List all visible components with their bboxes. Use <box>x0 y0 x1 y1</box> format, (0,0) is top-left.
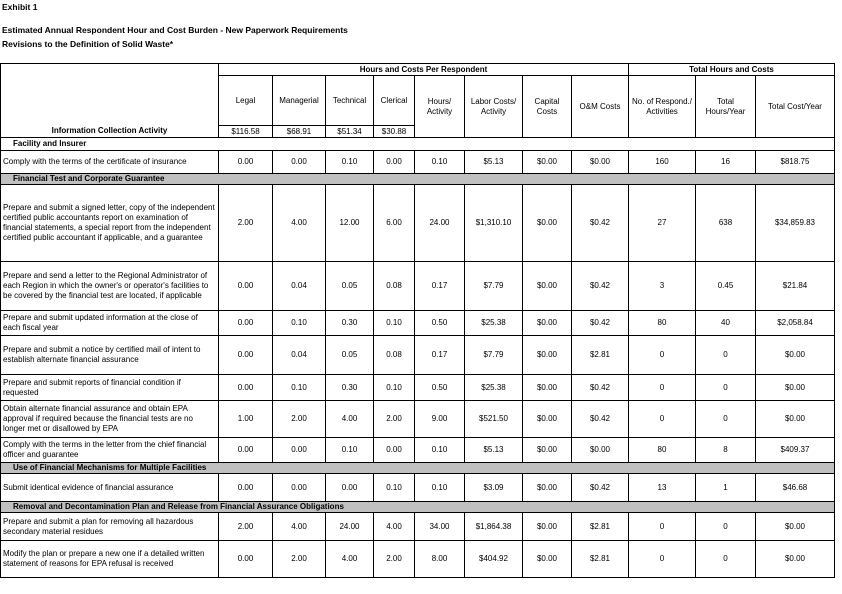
table-row <box>1 438 835 463</box>
section-row <box>1 502 835 513</box>
cell-total-cost: $2,058.84 <box>756 311 835 336</box>
table-row <box>1 262 835 311</box>
cell-om: $0.42 <box>572 474 629 502</box>
cell-technical: 0.30 <box>326 375 374 401</box>
cell-total-cost: $818.75 <box>756 151 835 174</box>
section-title: Facility and Insurer <box>1 138 835 151</box>
cell-activity: Submit identical evidence of financial assurance <box>1 474 219 502</box>
cell-activity: Comply with the terms in the letter from the chief financial officer and guarantee <box>1 438 219 463</box>
cell-technical: 0.00 <box>326 474 374 502</box>
cell-capital: $0.00 <box>523 401 572 438</box>
cell-total-cost: $0.00 <box>756 513 835 541</box>
cell-legal: 0.00 <box>219 541 273 578</box>
cell-respond: 160 <box>629 151 696 174</box>
cell-clerical: 0.08 <box>374 336 415 375</box>
cell-respond: 13 <box>629 474 696 502</box>
table-row <box>1 151 835 174</box>
cell-om: $0.00 <box>572 151 629 174</box>
cell-hours: 9.00 <box>415 401 465 438</box>
cell-activity: Prepare and submit a plan for removing all hazardous secondary material residues <box>1 513 219 541</box>
cell-technical: 4.00 <box>326 401 374 438</box>
cell-managerial: 4.00 <box>273 513 326 541</box>
cell-technical: 12.00 <box>326 185 374 262</box>
cell-legal: 0.00 <box>219 375 273 401</box>
cell-managerial: 0.00 <box>273 474 326 502</box>
cell-activity: Prepare and submit updated information at the close of each fiscal year <box>1 311 219 336</box>
cell-managerial: 2.00 <box>273 401 326 438</box>
cell-managerial: 4.00 <box>273 185 326 262</box>
cell-activity: Prepare and send a letter to the Regional Administrator of each Region in which the owner's or operator's facilities to be covered by the financial test are located, if applicable <box>1 262 219 311</box>
group-header-total: Total Hours and Costs <box>629 64 835 76</box>
table-row <box>1 375 835 401</box>
cell-respond: 0 <box>629 513 696 541</box>
cell-total-cost: $34,859.83 <box>756 185 835 262</box>
cell-total-cost: $0.00 <box>756 336 835 375</box>
cell-managerial: 0.10 <box>273 375 326 401</box>
cell-clerical: 2.00 <box>374 541 415 578</box>
cell-clerical: 2.00 <box>374 401 415 438</box>
cell-technical: 0.10 <box>326 151 374 174</box>
cell-total-hours: 0 <box>696 513 756 541</box>
section-title: Financial Test and Corporate Guarantee <box>1 174 835 185</box>
cell-technical: 4.00 <box>326 541 374 578</box>
cell-total-hours: 638 <box>696 185 756 262</box>
cell-hours: 0.10 <box>415 151 465 174</box>
cell-legal: 1.00 <box>219 401 273 438</box>
cell-capital: $0.00 <box>523 151 572 174</box>
cell-om: $2.81 <box>572 513 629 541</box>
cell-capital: $0.00 <box>523 336 572 375</box>
section-title: Use of Financial Mechanisms for Multiple Facilities <box>1 463 835 474</box>
cell-respond: 80 <box>629 311 696 336</box>
cell-om: $0.42 <box>572 401 629 438</box>
cell-activity: Comply with the terms of the certificate of insurance <box>1 151 219 174</box>
cell-hours: 0.10 <box>415 474 465 502</box>
cell-hours: 8.00 <box>415 541 465 578</box>
cell-om: $0.42 <box>572 262 629 311</box>
cell-legal: 0.00 <box>219 336 273 375</box>
col-om: O&M Costs <box>572 76 629 138</box>
cell-activity: Modify the plan or prepare a new one if a detailed written statement of reasons for EPA refusal is received <box>1 541 219 578</box>
cell-total-cost: $0.00 <box>756 375 835 401</box>
cell-labor: $1,310.10 <box>465 185 523 262</box>
cell-hours: 0.17 <box>415 262 465 311</box>
section-title: Removal and Decontamination Plan and Release from Financial Assurance Obligations <box>1 502 835 513</box>
rate-clerical: $30.88 <box>374 126 415 138</box>
cell-labor: $25.38 <box>465 375 523 401</box>
cell-respond: 0 <box>629 336 696 375</box>
rate-technical: $51.34 <box>326 126 374 138</box>
cell-managerial: 0.00 <box>273 438 326 463</box>
section-row <box>1 174 835 185</box>
cell-total-cost: $0.00 <box>756 401 835 438</box>
table-row <box>1 185 835 262</box>
cell-total-cost: $21.84 <box>756 262 835 311</box>
cell-labor: $3.09 <box>465 474 523 502</box>
col-total-hours: Total Hours/Year <box>696 76 756 138</box>
cell-legal: 0.00 <box>219 438 273 463</box>
cell-clerical: 0.08 <box>374 262 415 311</box>
cell-total-hours: 16 <box>696 151 756 174</box>
cell-hours: 0.50 <box>415 375 465 401</box>
cell-clerical: 0.10 <box>374 311 415 336</box>
group-header-row <box>1 64 835 76</box>
cell-respond: 0 <box>629 401 696 438</box>
rate-legal: $116.58 <box>219 126 273 138</box>
cell-hours: 0.10 <box>415 438 465 463</box>
cell-hours: 0.17 <box>415 336 465 375</box>
cell-activity: Prepare and submit reports of financial condition if requested <box>1 375 219 401</box>
table-row <box>1 474 835 502</box>
col-clerical: Clerical <box>374 76 415 126</box>
col-respond: No. of Respond./ Activities <box>629 76 696 138</box>
section-row <box>1 463 835 474</box>
cell-managerial: 2.00 <box>273 541 326 578</box>
cell-legal: 2.00 <box>219 513 273 541</box>
cell-technical: 0.05 <box>326 336 374 375</box>
cell-total-hours: 0 <box>696 336 756 375</box>
cell-respond: 0 <box>629 375 696 401</box>
cell-om: $0.42 <box>572 375 629 401</box>
table-row <box>1 311 835 336</box>
cell-legal: 0.00 <box>219 151 273 174</box>
cell-labor: $521.50 <box>465 401 523 438</box>
col-managerial: Managerial <box>273 76 326 126</box>
cell-managerial: 0.04 <box>273 336 326 375</box>
cell-labor: $7.79 <box>465 262 523 311</box>
cell-hours: 24.00 <box>415 185 465 262</box>
section-row <box>1 138 835 151</box>
col-hours: Hours/ Activity <box>415 76 465 138</box>
cell-total-hours: 1 <box>696 474 756 502</box>
cell-total-hours: 0 <box>696 401 756 438</box>
cell-total-hours: 0 <box>696 541 756 578</box>
cell-technical: 24.00 <box>326 513 374 541</box>
group-header-respondent: Hours and Costs Per Respondent <box>219 64 629 76</box>
cell-total-cost: $409.37 <box>756 438 835 463</box>
cell-om: $0.00 <box>572 438 629 463</box>
col-technical: Technical <box>326 76 374 126</box>
cell-capital: $0.00 <box>523 375 572 401</box>
cell-clerical: 4.00 <box>374 513 415 541</box>
col-capital: Capital Costs <box>523 76 572 138</box>
cell-total-hours: 0.45 <box>696 262 756 311</box>
cell-capital: $0.00 <box>523 541 572 578</box>
cell-capital: $0.00 <box>523 185 572 262</box>
burden-table <box>0 63 835 578</box>
cell-total-hours: 8 <box>696 438 756 463</box>
cell-om: $2.81 <box>572 336 629 375</box>
cell-labor: $404.92 <box>465 541 523 578</box>
cell-clerical: 0.10 <box>374 375 415 401</box>
cell-clerical: 0.00 <box>374 438 415 463</box>
cell-total-hours: 0 <box>696 375 756 401</box>
page-title: Estimated Annual Respondent Hour and Cost Burden - New Paperwork Requirements <box>2 25 348 35</box>
cell-om: $2.81 <box>572 541 629 578</box>
cell-total-cost: $46.68 <box>756 474 835 502</box>
cell-managerial: 0.10 <box>273 311 326 336</box>
cell-capital: $0.00 <box>523 311 572 336</box>
cell-activity: Prepare and submit a signed letter, copy of the independent certified public accountants report on examination of financial statements, a special report from the independent certified public accountant if applicable, and a guarantee <box>1 185 219 262</box>
rate-managerial: $68.91 <box>273 126 326 138</box>
cell-technical: 0.10 <box>326 438 374 463</box>
table-row <box>1 541 835 578</box>
cell-total-cost: $0.00 <box>756 541 835 578</box>
activity-header-blank <box>1 64 219 76</box>
cell-legal: 2.00 <box>219 185 273 262</box>
cell-technical: 0.30 <box>326 311 374 336</box>
page-subtitle: Revisions to the Definition of Solid Waste* <box>2 39 174 49</box>
cell-capital: $0.00 <box>523 438 572 463</box>
cell-om: $0.42 <box>572 185 629 262</box>
cell-labor: $5.13 <box>465 438 523 463</box>
cell-legal: 0.00 <box>219 474 273 502</box>
cell-legal: 0.00 <box>219 262 273 311</box>
cell-technical: 0.05 <box>326 262 374 311</box>
col-labor: Labor Costs/ Activity <box>465 76 523 138</box>
cell-respond: 80 <box>629 438 696 463</box>
cell-capital: $0.00 <box>523 474 572 502</box>
cell-activity: Obtain alternate financial assurance and obtain EPA approval if required because the financial tests are no longer met or disallowed by EPA <box>1 401 219 438</box>
cell-respond: 0 <box>629 541 696 578</box>
cell-total-hours: 40 <box>696 311 756 336</box>
cell-hours: 0.50 <box>415 311 465 336</box>
table-row <box>1 401 835 438</box>
cell-capital: $0.00 <box>523 262 572 311</box>
col-legal: Legal <box>219 76 273 126</box>
cell-managerial: 0.04 <box>273 262 326 311</box>
cell-labor: $25.38 <box>465 311 523 336</box>
cell-hours: 34.00 <box>415 513 465 541</box>
exhibit-label: Exhibit 1 <box>2 2 38 12</box>
cell-clerical: 6.00 <box>374 185 415 262</box>
cell-respond: 27 <box>629 185 696 262</box>
cell-respond: 3 <box>629 262 696 311</box>
table-row <box>1 513 835 541</box>
table-row <box>1 336 835 375</box>
cell-managerial: 0.00 <box>273 151 326 174</box>
cell-labor: $7.79 <box>465 336 523 375</box>
cell-om: $0.42 <box>572 311 629 336</box>
column-header-row <box>1 76 835 126</box>
cell-legal: 0.00 <box>219 311 273 336</box>
cell-activity: Prepare and submit a notice by certified mail of intent to establish alternate financial assurance <box>1 336 219 375</box>
cell-clerical: 0.00 <box>374 151 415 174</box>
cell-labor: $5.13 <box>465 151 523 174</box>
cell-capital: $0.00 <box>523 513 572 541</box>
activity-header-spacer <box>1 76 219 126</box>
cell-labor: $1,864.38 <box>465 513 523 541</box>
cell-clerical: 0.10 <box>374 474 415 502</box>
col-activity: Information Collection Activity <box>1 126 219 138</box>
col-total-cost: Total Cost/Year <box>756 76 835 138</box>
